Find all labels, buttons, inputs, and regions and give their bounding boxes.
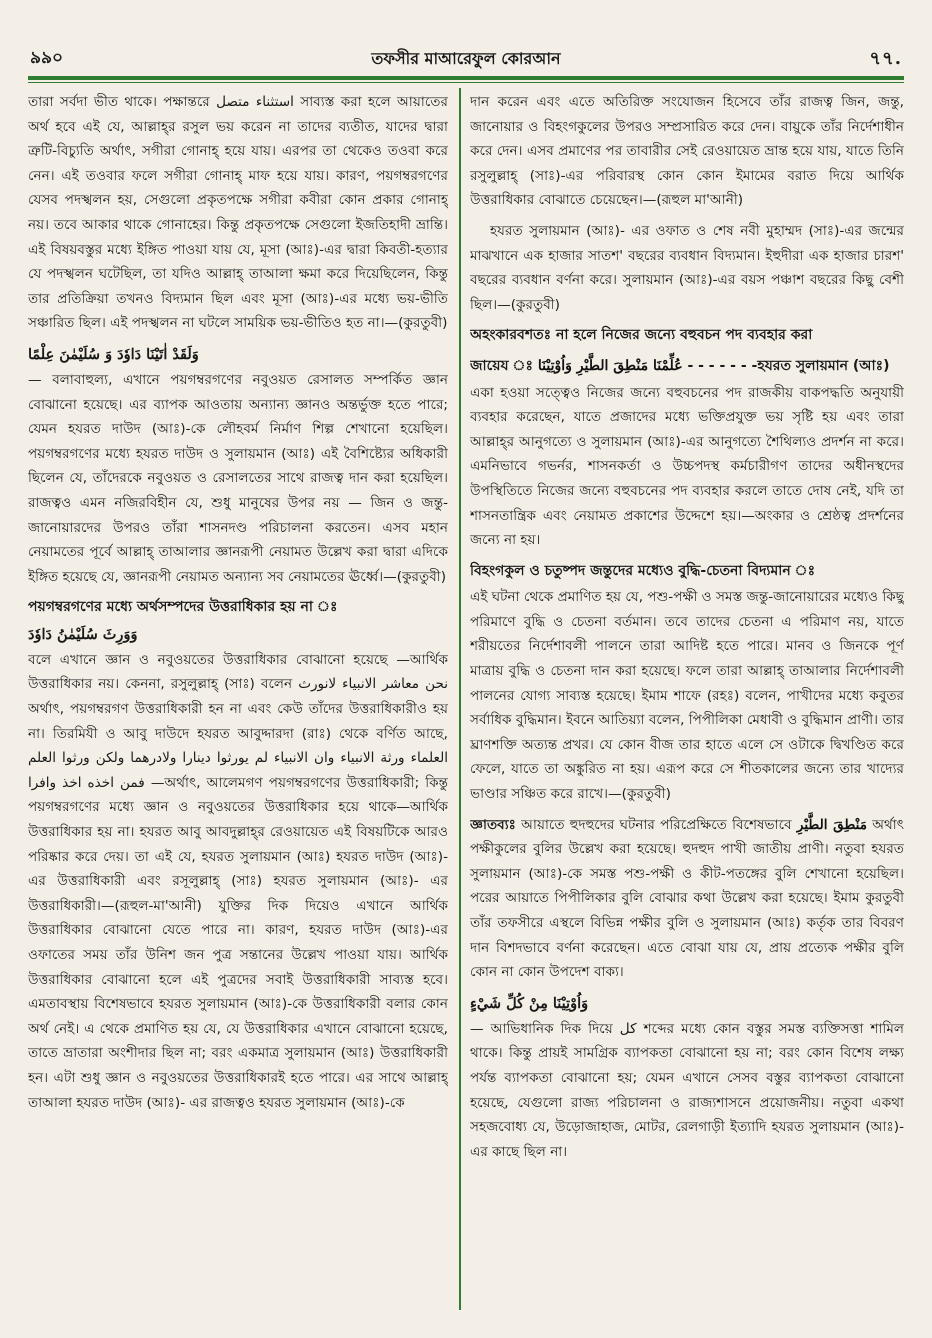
- left-paragraph-3: বলে এখানে জ্ঞান ও নবুওয়তের উত্তরাধিকার বোঝানো হয়েছে —আর্থিক উত্তরাধিকার নয়। কেননা, রসুলুল্লাহ্‌ (সাঃ) বলেন نحن معاشر الانبياء لانورث অর্থাৎ, পয়গম্বরগণ উত্তরাধিকারী হন না এবং কেউ তাঁদের উত্তরাধিকারীও হয় না। তিরমিযী ও আবু দাউদে হযরত আবুদ্দারদা (রাঃ) থেকে বর্ণিত আছে, العلماء ورثة الانبياء وان الانبياء لم يورثوا دينارا ولادرهما ولكن ورثوا العلم فمن اخذه اخذ وافرا —অর্থাৎ, আলেমগণ পয়গম্বরগণের উত্তরাধিকারী; কিন্তু পয়গম্বরগণের মধ্যে জ্ঞান ও নবুওয়তের উত্তরাধিকার হয়ে থাকে—আর্থিক উত্তরাধিকার হয় না। হযরত আবু আবদুল্লাহ্‌র রেওয়ায়েত এই বিষয়টিকে আরও পরিষ্কার করে দেয়। তা এই যে, হযরত সুলায়মান (আঃ) হযরত দাউদ (আঃ)-এর উত্তরাধিকারী এবং রসূলুল্লাহ্‌ (সাঃ) হযরত সুলায়মান (আঃ)- এর উত্তরাধিকারী।—(রূহুল-মা'আনী) যুক্তির দিক দিয়েও এখানে আর্থিক উত্তরাধিকার বোঝানো যেতে পারে না। কারণ, হযরত দাউদ (আঃ)-এর ওফাতের সময় তাঁর উনিশ জন পুত্র সন্তানের উল্লেখ পাওয়া যায়। আর্থিক উত্তরাধিকার বোঝানো হলে এই পুত্রদের সবাই উত্তরাধিকারী সাব্যস্ত হবে। এমতাবস্থায় বিশেষভাবে হযরত সুলায়মান (আঃ)-কে উত্তরাধিকারী বলার কোন অর্থ নেই। এ থেকে প্রমাণিত হয় যে, যে উত্তরাধিকার এখানে বোঝানো হয়েছে, তাতে ভ্রাতারা অংশীদার ছিল না; বরং একমাত্র সুলায়মান (আঃ) উত্তরাধিকারী হন। এটা শুধু জ্ঞান ও নবুওয়তের উত্তরাধিকারই হতে পারে। এর সাথে আল্লাহ্‌ তাআলা হযরত দাউদ (আঃ)- এর রাজত্বও হযরত সুলায়মান (আঃ)-কে: [28, 651, 448, 1111]
- right-paragraph-3: একা হওয়া সত্ত্বেও নিজের জন্যে বহুবচনের পদ রাজকীয় বাকপদ্ধতি অনুযায়ী ব্যবহার করেছেন, যাতে প্রজাদের মধ্যে ভক্তিপ্রযুক্ত ভয় সৃষ্টি হয় এবং তারা আল্লাহ্‌র আনুগত্যে ও সুলায়মান (আঃ)-এর আনুগত্যে শৈথিল্যও প্রদর্শন না করে। এমনিভাবে গভর্নর, শাসনকর্তা ও উচ্চপদস্থ কর্মচারীগণ তাদের অধীনস্থদের উপস্থিতিতে নিজের জন্যে বহুবচনের পদ ব্যবহার করলে তাতে দোষ নেই, যদি তা শাসনতান্ত্রিক এবং নেয়ামত প্রকাশের উদ্দেশে হয়।—অংকার ও শ্রেষ্ঠত্ব প্রদর্শনের জন্যে না হয়।: [470, 384, 904, 549]
- right-arabic-verse-2: مَنْطِقَ الطَّيْرِ: [796, 816, 867, 833]
- book-title: তফসীর মাআরেফুল কোরআন: [371, 48, 561, 68]
- right-paragraph-6: — আভিধানিক দিক দিয়ে كل শব্দের মধ্যে কোন বস্তুর সমস্ত ব্যক্তিসত্তা শামিল থাকে। কিন্তু প্রায়ই সামগ্রিক ব্যাপকতা বোঝানো হয় না; বরং কোন বিশেষ লক্ষ্য পর্যন্ত ব্যাপকতা বোঝানো হয়; যেমন এখানে সেসব বস্তুর ব্যাপকতা বোঝানো হয়েছে, যেগুলো রাজ্য পরিচালনা ও রাজ্যশাসনে প্রয়োজনীয়। নতুবা একথা সহজবোধ্য যে, উড়োজাহাজ, মোটর, রেলগাড়ী ইত্যাদি হযরত সুলায়মান (আঃ)-এর কাছে ছিল না।: [470, 1020, 904, 1160]
- left-arabic-verse-1: وَلَقَدْ اٰتَيْنَا دَاوٗدَ وَ سُلَيْمٰنَ عِلْمًا: [28, 345, 199, 363]
- right-heading-birds: বিহংগকুল ও চতুষ্পদ জন্তুদের মধ্যেও বুদ্ধি-চেতনা বিদ্যমান ঃ: [470, 562, 816, 579]
- right-heading-plural: অহংকারবশতঃ না হলে নিজের জন্যে বহুবচন পদ ব্যবহার করা: [470, 327, 813, 344]
- left-paragraph-2: — বলাবাহুল্য, এখানে পয়গম্বরগণের নবুওয়ত রেসালত সম্পর্কিত জ্ঞান বোঝানো হয়েছে। এর ব্যাপক আওতায় অন্যান্য জ্ঞানও অন্তর্ভুক্ত হতে পারে; যেমন হযরত দাউদ (আঃ)-কে লৌহবর্ম নির্মাণ শিল্প শেখানো হয়েছিল। পয়গম্বরগণের মধ্যে হযরত দাউদ ও সুলায়মান (আঃ) এই বৈশিষ্ট্যের অধিকারী ছিলেন যে, তাঁদেরকে নবুওয়ত ও রেসালতের সাথে রাজত্ব দান করা হয়েছিল। রাজত্বও এমন নজিরবিহীন যে, শুধু মানুষের উপর নয় — জিন ও জন্তু-জানোয়ারদের উপরও তাঁরা শাসনদণ্ড পরিচালনা করতেন। এসব মহান নেয়ামতের পূর্বে আল্লাহ্‌ তাআলার জ্ঞানরূপী নেয়ামত উল্লেখ করা দ্বারা এদিকে ইঙ্গিত হয়েছে যে, জ্ঞানরূপী নেয়ামত অন্যান্য সব নেয়ামতের ঊর্ধ্বে।—(কুরতুবী): [28, 371, 448, 585]
- right-paragraph-5a: আয়াতে হুদহুদের ঘটনার পরিপ্রেক্ষিতে বিশেষভাবে: [521, 816, 792, 833]
- right-column: [470, 90, 904, 1322]
- right-paragraph-1: দান করেন এবং এতে অতিরিক্ত সংযোজন হিসেবে তাঁর রাজত্ব জিন, জন্তু, জানোয়ার ও বিহংগকুলের উপরও সম্প্রসারিত করে দেন। বায়ুকে তাঁর নির্দেশাধীন করে দেন। এসব প্রমাণের পর তাবারীর সেই রেওয়ায়েত ভ্রান্ত হয়ে যায়, যাতে তিনি রসুলুল্লাহ্‌ (সাঃ)-এর পরিবারস্থ কোন কোন ইমামের বরাত দিয়ে আর্থিক উত্তরাধিকার বোঝাতে চেয়েছেন।—(রূহুল মা'আনী): [470, 94, 904, 209]
- right-arabic-verse-1: عُلِّمْنَا مَنْطِقَ الطَّيْرِ وَاُوْتِيْنَا: [537, 357, 683, 374]
- column-divider: [459, 88, 461, 1310]
- note-label: জ্ঞাতব্যঃ: [470, 816, 516, 833]
- right-heading-attribution: - - - - - - -হযরত সুলায়মান (আঃ): [687, 357, 890, 374]
- header-rule-thin: [28, 82, 904, 83]
- left-heading-inheritance: পয়গম্বরগণের মধ্যে অর্থসম্পদের উত্তরাধিকার হয় না ঃ: [28, 599, 338, 616]
- right-paragraph-5: [470, 813, 904, 985]
- page-header: [30, 44, 902, 74]
- page-number-right: ৭৭.: [869, 47, 902, 69]
- left-paragraph-1: তারা সর্বদা ভীত থাকে। পক্ষান্তরে استثناء متصل সাব্যস্ত করা হলে আয়াতের অর্থ হবে এই যে, আল্লাহ্‌র রসুল ভয় করেন না তাদের ব্যতীত, যাদের দ্বারা ত্রুটি-বিচ্যুতি অর্থাৎ, সগীরা গোনাহ্‌ হয়ে যায়। এরপর তা থেকেও তওবা করে নেন। এই তওবার ফলে সগীরা গোনাহ্‌ মাফ হয়ে যায়। কারণ, পয়গম্বরগণের যেসব পদস্খলন হয়, সেগুলো প্রকৃতপক্ষে সগীরা কবীরা কোন প্রকার গোনাহ্‌ নয়। তবে আকার থাকে গোনাহের। কিন্তু প্রকৃতপক্ষে সেগুলো ইজতিহাদী ভ্রান্তি। এই বিষয়বস্তুর মধ্যে ইঙ্গিত পাওয়া যায় যে, মূসা (আঃ)-এর দ্বারা কিবতী-হত্যার যে পদস্খলন ঘটেছিল, তা যদিও আল্লাহ্‌ তাআলা ক্ষমা করে দিয়েছিলেন, কিন্তু তার প্রতিক্রিয়া তখনও বিদ্যমান ছিল এবং মূসা (আঃ)-এর মধ্যে ভয়-ভীতি সঞ্চারিত ছিল। এই পদস্খলন না ঘটলে সাময়িক ভয়-ভীতিও হত না।—(কুরতুবী): [28, 94, 448, 332]
- right-heading-permissible: জায়েয ঃ: [470, 357, 533, 374]
- left-column: [28, 90, 448, 1322]
- left-arabic-verse-2: وَوَرِثَ سُلَيْمٰنُ دَاوٗدَ: [28, 625, 138, 643]
- right-paragraph-2: হযরত সুলায়মান (আঃ)- এর ওফাত ও শেষ নবী মুহাম্মদ (সাঃ)-এর জন্মের মাঝখানে এক হাজার সাতশ' বছরের ব্যবধান বিদ্যমান। ইহুদীরা এক হাজার চারশ' বছরের ব্যবধান বর্ণনা করে। সুলায়মান (আঃ)-এর বয়স পঞ্চাশ বছরের কিছু বেশী ছিল।—(কুরতুবী): [470, 222, 904, 313]
- right-heading-plural-line2: [470, 354, 904, 379]
- header-rule: [28, 76, 904, 80]
- page-number-left: ৯৯০: [30, 48, 64, 68]
- right-paragraph-5b: অর্থাৎ পক্ষীকুলের বুলির উল্লেখ করা হয়েছে। হুদহুদ পাখী জাতীয় প্রাণী। নতুবা হযরত সুলায়মান (আঃ)-কে সমস্ত পশু-পক্ষী ও কীট-পতঙ্গের বুলি শেখানো হয়েছিল। পরের আয়াতে পিপীলিকার বুলি বোঝার কথা উল্লেখ করা হয়েছে। ইমাম কুরতুবী তাঁর তফসীরে এস্থলে বিভিন্ন পক্ষীর বুলি ও সুলায়মান (আঃ) কর্তৃক তার বিবরণ দান বিশদভাবে বর্ণনা করেছেন। এতে বোঝা যায় যে, প্রায় প্রত্যেক পক্ষীর বুলি কোন না কোন উপদেশ বাক্য।: [470, 816, 904, 981]
- right-arabic-verse-3: وَاُوْتِيْنَا مِنْ كُلِّ شَيْءٍ: [470, 994, 589, 1012]
- right-paragraph-4: এই ঘটনা থেকে প্রমাণিত হয় যে, পশু-পক্ষী ও সমস্ত জন্তু-জানোয়ারের মধ্যেও কিছু পরিমাণে বুদ্ধি ও চেতনা বর্তমান। তবে তাদের চেতনা এ পরিমাণ নয়, যাতে শরীয়তের নির্দেশাবলী পালনে তারা আদিষ্ট হতে পারে। মানব ও জিনকে পূর্ণ মাত্রায় বুদ্ধি ও চেতনা দান করা হয়েছে। ফলে তারা আল্লাহ্‌ তাআলার নির্দেশাবলী পালনের যোগ্য সাব্যস্ত হয়েছে। ইমাম শাফে (রহঃ) বলেন, পাখীদের মধ্যে কবুতর সর্বাধিক বুদ্ধিমান। ইবনে আতিয়্যা বলেন, পিপীলিকা মেধাবী ও বুদ্ধিমান প্রাণী। তার ঘ্রাণশক্তি অত্যন্ত প্রখর। যে কোন বীজ তার হাতে এলে সে ওটাকে দ্বিখণ্ডিত করে ফেলে, যাতে তা অঙ্কুরিত না হয়। এরূপ করে সে শীতকালের জন্যে তার খাদ্যের ভাণ্ডার সঞ্চিত করে রাখে।—(কুরতুবী): [470, 589, 904, 803]
